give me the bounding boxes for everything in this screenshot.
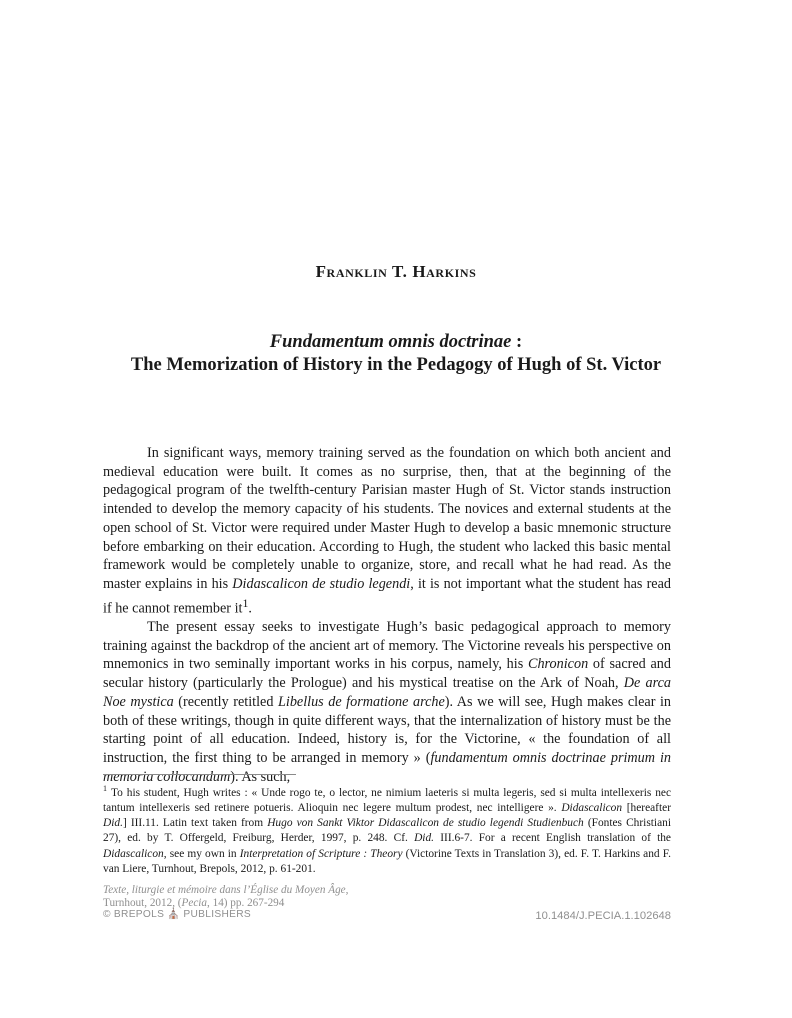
text-run: . [248,600,252,617]
article-title [0,331,792,377]
author-name: Franklin T. Harkins [315,262,477,281]
italic-title: Chronicon [528,656,589,673]
footnote-number: 1 [103,784,107,793]
italic-title: Didascalicon [561,802,623,814]
paragraph-1 [103,444,671,618]
italic-title: Didascalicon de studio legendi [232,575,411,592]
text-run: (Victorine Texts in Translation 3), ed. F. T. Harkins and F. van Liere, Turnhout, Brepols, 2012, p. 61-201. [103,847,672,875]
footnote-marker[interactable]: 1 [242,595,249,610]
italic-title: De arca Noe mystica [103,675,672,710]
title-latin: Fundamentum omnis doctrinae [269,332,512,352]
text-run: [hereafter [622,802,671,814]
article-body [103,444,671,786]
text-run: , it is not important what the student has read if he cannot remember it [103,575,671,617]
text-run: ). As we will see, Hugh makes clear in both of these writings, though in quite different ways, that the internalization of history must be the starting point of all education. Indeed, history is, for the Victorine, « the foundation of all instruction, the first thing to be arranged in memory » ( [103,693,672,766]
paragraph-2 [103,618,671,786]
series-title: Pecia [181,896,207,909]
text-run: ). As such, [230,768,291,785]
text-run: (Fontes Christiani 27), ed. by T. Offergeld, Freiburg, Herder, 1997, p. 248. Cf. [103,817,671,845]
title-colon: : [511,332,523,352]
text-run: ] III.11. Latin text taken from [122,817,268,830]
text-run: of sacred and secular history (particularly the Prologue) and his mystical treatise on the Ark of Noah, [103,656,671,692]
italic-quote: fundamentum omnis doctrinae primum in memoria collocandum [103,749,672,785]
title-line-2: The Memorization of History in the Pedagogy of Hugh of St. Victor [130,355,662,375]
text-run: , see my own in [163,847,240,860]
italic-title: Interpretation of Scripture : Theory [239,847,403,860]
doi-link[interactable]: 10.1484/J.PECIA.1.102648 [535,910,671,922]
text-run: The present essay seeks to investigate Hugh’s basic pedagogical approach to memory training against the backdrop of the ancient art of memory. The Victorine reveals his perspective on mnemonics in two seminally important works in his corpus, namely, his [103,619,671,673]
italic-title: Hugo von Sankt Viktor Didascalicon de studio legendi Studienbuch [267,817,584,830]
italic-title: Didascalicon [103,847,164,860]
italic-title: Libellus de formatione arche [277,693,445,710]
colophon-imprint [103,897,433,910]
text-run: In significant ways, memory training served as the foundation on which both ancient and medieval education were built. It comes as no surprise, then, that at the beginning of the pedagogical program of the twelfth-century Parisian master Hugh of St. Victor stands instruction intended to develop the memory capacity of his students. The novices and external students at the open school of St. Victor were required under Master Hugh to develop a basic mnemonic structure before embarking on their education. According to Hugh, the student who lacked this basic mental framework would be completely unable to organize, store, and recall what he had read. As the master explains in his [103,445,671,592]
title-line-1 [0,331,792,354]
italic-title: Did. [414,832,435,845]
italic-title: Did. [103,817,123,830]
footnote-1 [103,781,671,877]
text-run: III.6-7. For a recent English translation of the [434,832,671,845]
publisher-line: © BREPOLS ⛪ PUBLISHERS [103,909,251,921]
text-run: Turnhout, 2012, ( [103,896,182,909]
colophon-book-title [103,884,433,897]
text-run: To his student, Hugh writes : « Unde rogo te, o lector, ne nimium laeteris si multa legeris, sed si multa intellexeris nec tantum intellexeris sed retinere potueris. Alioquin nec legere multum prodest, nec intelligere ». [103,786,671,814]
book-title: Texte, liturgie et mémoire dans l’Église du Moyen Âge, [103,884,349,896]
footnote-divider [103,774,296,775]
text-run: (recently retitled [173,693,278,710]
publication-colophon [103,884,433,922]
text-run: , 14) pp. 267-294 [207,896,285,909]
